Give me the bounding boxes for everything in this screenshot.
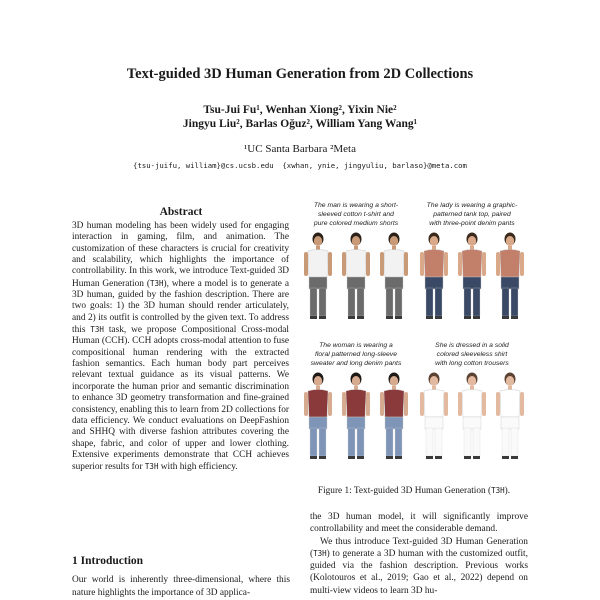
abstract-text-2: ), where a model is to generate a 3D human, guided by the fashion description. There are two goals: 1) the 3D human should render articulately, and 2) its outfit is controlled by the given text. To address this bbox=[72, 278, 289, 336]
introduction-heading: 1 Introduction bbox=[72, 555, 144, 567]
figure-caption-end: ). bbox=[504, 486, 511, 496]
abstract-t3h-3: T3H bbox=[144, 462, 159, 472]
figure-panel-1 bbox=[304, 202, 408, 319]
panel-4-human-2 bbox=[458, 373, 486, 460]
right-paragraph-2-t3h: T3H bbox=[313, 548, 327, 558]
author-list-line-1: Tsu-Jui Fu¹, Wenhan Xiong², Yixin Nie² bbox=[203, 104, 397, 116]
figure-caption-t3h: T3H bbox=[491, 486, 505, 495]
figure-1-caption bbox=[300, 486, 528, 496]
author-emails: {tsu-juifu, william}@cs.ucsb.edu {xwhan, ynie, jingyuliu, barlaso}@meta.com bbox=[133, 161, 467, 170]
panel-2-human-3 bbox=[496, 233, 524, 320]
figure-panel-2 bbox=[420, 202, 524, 319]
abstract-text-3: task, we propose Compositional Cross-modal Human (CCH). CCH adopts cross-modal attention to fuse compositional human rendering with the extracted fashion semantics. Each human body part perceives relevant textual guidance as its visual patterns. We incorporate the human prior and semantic discrimination to enhance 3D geometry transformation and fine-grained consistency, enabling this to learn from 2D collections for data efficiency. We conduct evaluations on DeepFashion and SHHQ with diverse fashion attributes covering the shape, fabric, and color of upper and lower clothing. Extensive experiments demonstrate that CCH achieves superior results for bbox=[72, 325, 289, 473]
panel-3-caption-line-1: The woman is wearing a bbox=[319, 342, 393, 349]
figure-panel-4 bbox=[420, 342, 524, 459]
right-paragraph-2-a: We thus introduce Text-guided 3D Human Generation ( bbox=[310, 536, 528, 559]
panel-2-human-2 bbox=[458, 233, 486, 320]
abstract-t3h-2: T3H bbox=[90, 325, 104, 335]
affiliations: ¹UC Santa Barbara ²Meta bbox=[244, 143, 356, 155]
figure-panel-3 bbox=[304, 342, 408, 459]
panel-2-human-1 bbox=[420, 233, 448, 320]
figure-caption-text: Figure 1: Text-guided 3D Human Generation ( bbox=[317, 486, 492, 496]
panel-1-human-2 bbox=[342, 233, 370, 320]
panel-3-human-1 bbox=[304, 373, 332, 460]
panel-1-caption-line-2: sleeved cotton t-shirt and bbox=[318, 211, 394, 218]
panel-2-caption-line-3: with three-point denim pants bbox=[429, 220, 515, 227]
abstract-t3h-1: T3H bbox=[149, 278, 164, 288]
abstract-body bbox=[72, 221, 289, 474]
panel-3-human-2 bbox=[342, 373, 370, 460]
panel-3-caption-line-3: sweater and long denim pants bbox=[310, 360, 402, 367]
panel-3-caption-line-2: floral patterned long-sleeve bbox=[315, 351, 397, 358]
introduction-body: Our world is inherently three-dimensional, where this nature highlights the importance of 3D applica- bbox=[72, 575, 290, 598]
abstract-heading: Abstract bbox=[159, 206, 203, 218]
panel-3-human-3 bbox=[380, 373, 408, 460]
panel-2-caption-line-2: patterned tank top, paired bbox=[433, 211, 511, 218]
panel-2-caption-line-1: The lady is wearing a graphic- bbox=[426, 202, 518, 209]
abstract-text-1: 3D human modeling has been widely used for engaging interaction in gaming, film, and animation. The customization of these characters is crucial for creativity and scalability, which highlights the importance of controllability. In this work, we introduce Text-guided 3D Human Generation ( bbox=[72, 221, 289, 289]
right-paragraph-2-b: ) to generate a 3D human with the customized outfit, guided via the fashion description. Previous works (Kolotouros et al., 2019; Gao et al., 2022) depend on multi-view videos to learn 3D hu- bbox=[310, 548, 528, 596]
abstract-text-4: with high efficiency. bbox=[158, 462, 238, 473]
author-list-line-2: Jingyu Liu², Barlas Oğuz², William Yang Wang¹ bbox=[182, 118, 418, 130]
panel-4-human-1 bbox=[420, 373, 448, 460]
panel-4-human-3 bbox=[496, 373, 524, 460]
panel-1-human-1 bbox=[304, 233, 332, 320]
panel-4-caption-line-1: She is dressed in a solid bbox=[435, 342, 509, 349]
panel-4-caption-line-3: with long cotton trousers bbox=[435, 360, 509, 367]
right-paragraph-2 bbox=[310, 536, 528, 597]
panel-1-human-3 bbox=[380, 233, 408, 320]
right-column-body bbox=[310, 511, 528, 597]
paper-title: Text-guided 3D Human Generation from 2D Collections bbox=[126, 66, 474, 82]
panel-1-caption-line-1: The man is wearing a short- bbox=[313, 202, 399, 209]
figure-1 bbox=[300, 197, 528, 477]
panel-1-caption-line-3: pure colored medium shorts bbox=[313, 220, 399, 227]
right-paragraph-1: the 3D human model, it will significantly improve controllability and meet the considerable demand. bbox=[310, 512, 528, 535]
panel-4-caption-line-2: colored sleeveless shirt bbox=[436, 351, 508, 358]
